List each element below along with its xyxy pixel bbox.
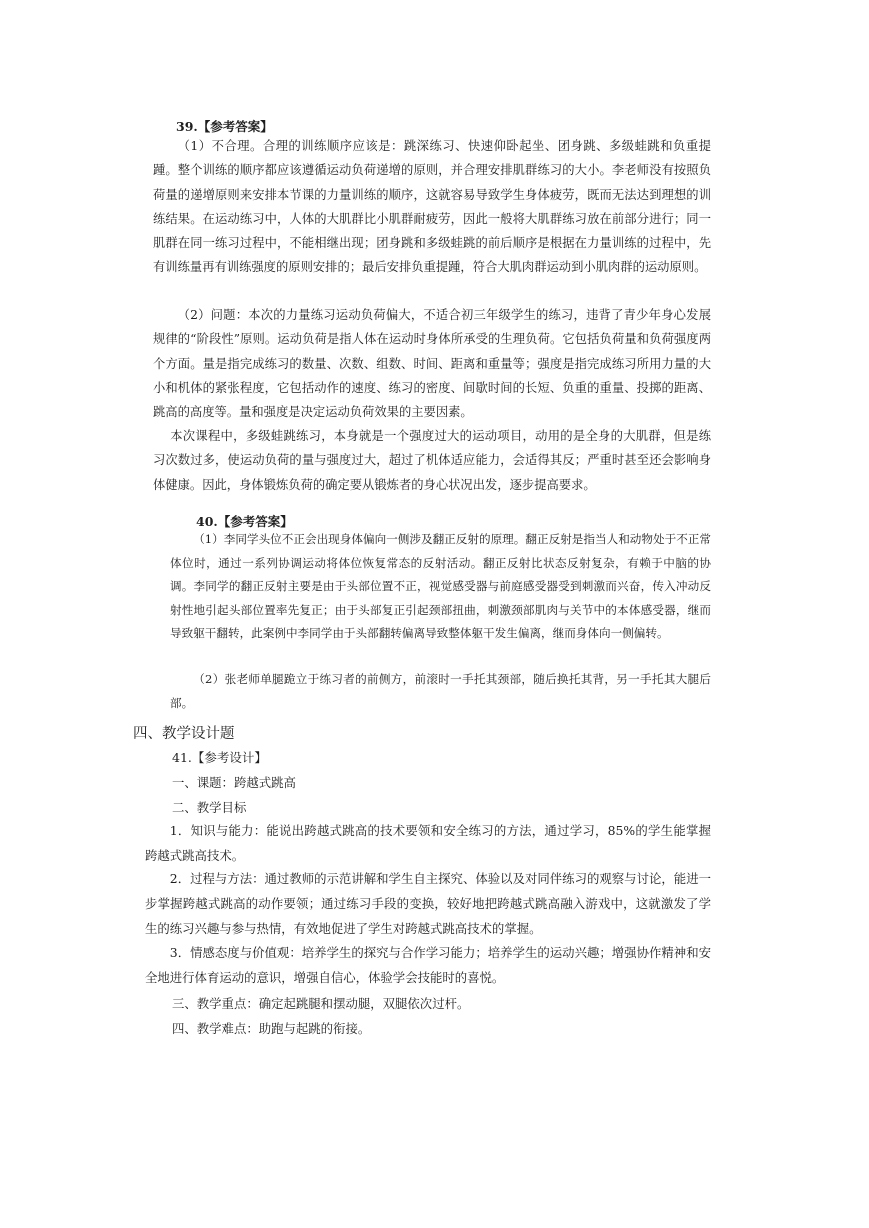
q39-heading: 39.【参考答案】 — [176, 119, 273, 134]
q41-heading: 41.【参考设计】 — [172, 750, 267, 765]
teaching-difficulty: 四、教学难点：助跑与起跳的衔接。 — [172, 1021, 371, 1036]
q39-paragraph-1: （1）不合理。合理的训练顺序应该是：跳深练习、快速仰卧起坐、团身跳、多级蛙跳和负重提踵。整个训练的顺序都应该遵循运动负荷递增的原则，并合理安排肌群练习的大小。李老师没有按照负荷量的递增原则来安排本节课的力量训练的顺序，这就容易导致学生身体疲劳，既而无法达到理想的训练结果。在运动练习中，人体的大肌群比小肌群耐疲劳，因此一般将大肌群练习放在前部分进行；同一肌群在同一练习过程中，不能相继出现；团身跳和多级蛙跳的前后顺序是根据在力量训练的过程中，先有训练量再有训练强度的原则安排的；最后安排负重提踵，符合大肌肉群运动到小肌肉群的运动原则。 — [153, 139, 711, 275]
q40-heading: 40.【参考答案】 — [196, 514, 293, 529]
teaching-key-point: 三、教学重点：确定起跳腿和摆动腿，双腿依次过杆。 — [172, 996, 470, 1011]
lesson-topic: 一、课题：跨越式跳高 — [172, 775, 296, 790]
q40-paragraph-2: （2）张老师单腿跪立于练习者的前侧方，前滚时一手托其颈部，随后换托其背，另一手托其大腿后部。 — [170, 672, 711, 710]
section-title-teaching-design: 四、教学设计题 — [133, 726, 235, 742]
goal-process-method: 2．过程与方法：通过教师的示范讲解和学生自主探究、体验以及对同伴练习的观察与讨论，能进一步掌握跨越式跳高的动作要领；通过练习手段的变换，较好地把跨越式跳高融入游戏中，这就激发了学生的练习兴趣与参与热情，有效地促进了学生对跨越式跳高技术的掌握。 — [145, 871, 711, 937]
goal-knowledge-ability: 1．知识与能力：能说出跨越式跳高的技术要领和安全练习的方法，通过学习，85%的学生能掌握跨越式跳高技术。 — [145, 823, 711, 864]
goal-emotion-values: 3．情感态度与价值观：培养学生的探究与合作学习能力；培养学生的运动兴趣；增强协作精神和安全地进行体育运动的意识，增强自信心，体验学会技能时的喜悦。 — [145, 945, 711, 986]
q39-paragraph-2: （2）问题：本次的力量练习运动负荷偏大，不适合初三年级学生的练习，违背了青少年身心发展规律的“阶段性”原则。运动负荷是指人体在运动时身体所承受的生理负荷。它包括负荷量和负荷强度两个方面。量是指完成练习的数量、次数、组数、时间、距离和重量等；强度是指完成练习所用力量的大小和机体的紧张程度，它包括动作的速度、练习的密度、间歇时间的长短、负重的重量、投掷的距离、跳高的高度等。量和强度是决定运动负荷效果的主要因素。 — [153, 308, 711, 420]
q39-paragraph-3: 本次课程中，多级蛙跳练习，本身就是一个强度过大的运动项目，动用的是全身的大肌群，但是练习次数过多，使运动负荷的量与强度过大，超过了机体适应能力，会适得其反；严重时甚至还会影响身体健康。因此，身体锻炼负荷的确定要从锻炼者的身心状况出发，逐步提高要求。 — [153, 429, 711, 492]
q40-paragraph-1: （1）李同学头位不正会出现身体偏向一侧涉及翻正反射的原理。翻正反射是指当人和动物处于不正常体位时，通过一系列协调运动将体位恢复常态的反射活动。翻正反射比状态反射复杂，有赖于中脑的协调。李同学的翻正反射主要是由于头部位置不正，视觉感受器与前庭感受器受到刺激而兴奋，传入冲动反射性地引起头部位置率先复正；由于头部复正引起颈部扭曲，刺激颈部肌肉与关节中的本体感受器，继而导致躯干翻转，此案例中李同学由于头部翻转偏离导致整体躯干发生偏离，继而身体向一侧偏转。 — [170, 532, 711, 640]
teaching-goals-title: 二、教学目标 — [172, 800, 247, 815]
